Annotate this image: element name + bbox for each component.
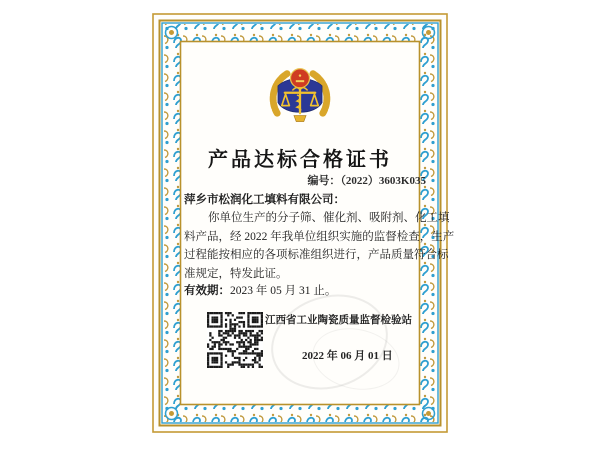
body-line: 你单位生产的分子筛、催化剂、吸附剂、化工填 [208,212,450,224]
body-line: 过程能按相应的各项标准组织进行，产品质量符合标 [184,249,449,261]
body-line: 料产品，经 2022 年我单位组织实施的监督检查，生产 [184,230,455,243]
qr-code [207,312,263,368]
certificate [152,13,455,433]
number-label: 编号： [307,175,341,187]
issuer-name: 江西省工业陶瓷质量监督检验站 [265,315,412,326]
certificate-title: 产品达标合格证书 [208,149,392,171]
validity-label: 有效期： [184,285,230,297]
number-value: （2022）3603K035 [340,175,426,187]
certificate-number [307,172,426,188]
recipient-company: 萍乡市松润化工填料有限公司： [184,194,345,206]
validity-line [184,282,336,298]
validity-value: 2023 年 05 月 31 止。 [230,285,337,297]
body-line: 准规定，特发此证。 [184,267,288,280]
issue-date: 2022 年 06 月 01 日 [302,350,393,362]
certificate-body [184,209,455,283]
quality-supervision-emblem-icon [262,55,338,135]
